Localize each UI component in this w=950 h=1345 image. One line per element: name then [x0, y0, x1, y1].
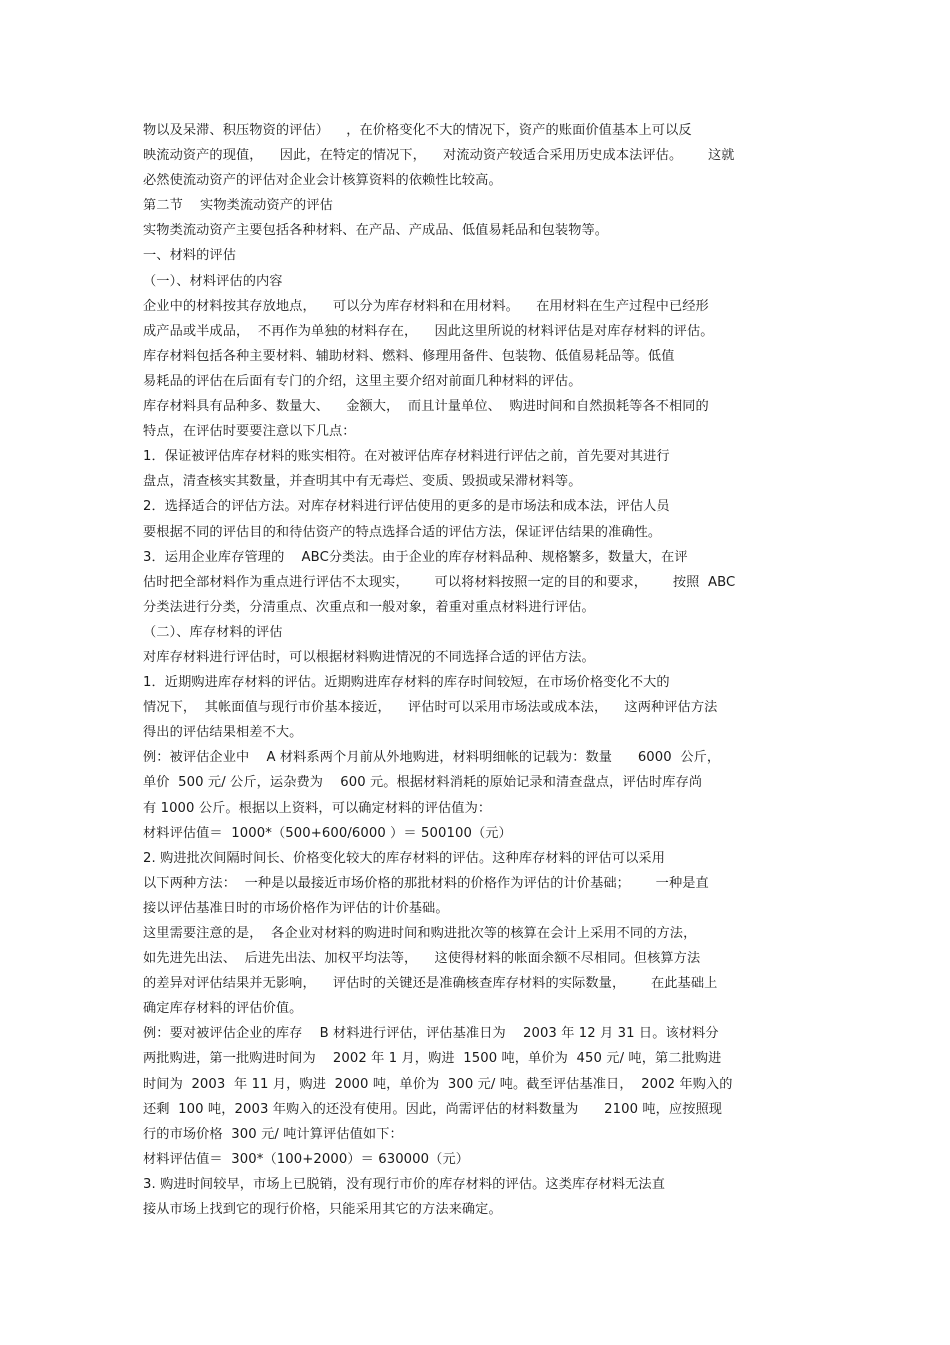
text-line: 得出的评估结果相差不大。	[143, 725, 303, 741]
text-line: 必然使流动资产的评估对企业会计核算资料的依赖性比较高。	[143, 173, 502, 189]
text-line: 对库存材料进行评估时，可以根据材料购进情况的不同选择合适的评估方法。	[143, 649, 595, 665]
text-line: 有 1000 公斤。根据以上资料，可以确定材料的评估值为：	[143, 800, 492, 816]
text-line: 特点，在评估时要要注意以下几点：	[143, 424, 356, 440]
text-line: 接从市场上找到它的现行价格，只能采用其它的方法来确定。	[143, 1202, 502, 1218]
text-line: 映流动资产的现值， 因此，在特定的情况下， 对流动资产较适合采用历史成本法评估。 这就	[143, 148, 735, 164]
text-line: 3．运用企业库存管理的 ABC分类法。由于企业的库存材料品种、规格繁多，数量大，在评	[143, 549, 688, 565]
text-line: 2．选择适合的评估方法。对库存材料进行评估使用的更多的是市场法和成本法，评估人员	[143, 499, 670, 515]
text-line: 时间为 2003 年 11 月，购进 2000 吨，单价为 300 元/ 吨。截至评估基准日， 2002 年购入的	[143, 1076, 733, 1092]
text-line: 易耗品的评估在后面有专门的介绍，这里主要介绍对前面几种材料的评估。	[143, 373, 582, 389]
text-line: 一、材料的评估	[143, 248, 237, 264]
text-line: 实物类流动资产主要包括各种材料、在产品、产成品、低值易耗品和包装物等。	[143, 223, 609, 239]
text-line: 情况下， 其帐面值与现行市价基本接近， 评估时可以采用市场法或成本法， 这两种评估方法	[143, 700, 718, 716]
text-line: 要根据不同的评估目的和待估资产的特点选择合适的评估方法，保证评估结果的准确性。	[143, 524, 662, 540]
text-line: 1．近期购进库存材料的评估。近期购进库存材料的库存时间较短，在市场价格变化不大的	[143, 675, 670, 691]
text-line: 企业中的材料按其存放地点， 可以分为库存材料和在用材料。 在用材料在生产过程中已经形	[143, 298, 709, 314]
text-line: 还剩 100 吨，2003 年购入的还没有使用。因此，尚需评估的材料数量为 2100 吨，应按照现	[143, 1101, 723, 1117]
text-line: 例：要对被评估企业的库存 B 材料进行评估，评估基准日为 2003 年 12 月 31 日。该材料分	[143, 1026, 719, 1042]
text-line: 材料评估值＝ 1000*（500+600/6000 ）＝ 500100（元）	[143, 825, 512, 841]
text-line: 1．保证被评估库存材料的账实相符。在对被评估库存材料进行评估之前，首先要对其进行	[143, 449, 670, 465]
text-line: 第二节 实物类流动资产的评估	[143, 198, 333, 214]
text-line: 例：被评估企业中 A 材料系两个月前从外地购进，材料明细帐的记载为：数量 6000 公斤，	[143, 750, 721, 766]
text-line: 材料评估值＝ 300*（100+2000）＝ 630000（元）	[143, 1151, 470, 1167]
text-line: （二）、库存材料的评估	[143, 624, 283, 640]
text-line: 分类法进行分类，分清重点、次重点和一般对象，着重对重点材料进行评估。	[143, 599, 595, 615]
text-line: 物以及呆滞、积压物资的评估） ，在价格变化不大的情况下，资产的账面价值基本上可以反	[143, 123, 692, 138]
text-line: 成产品或半成品， 不再作为单独的材料存在， 因此这里所说的材料评估是对库存材料的评估。	[143, 323, 714, 339]
text-line: 这里需要注意的是， 各企业对材料的购进时间和购进批次等的核算在会计上采用不同的方法，	[143, 926, 697, 941]
text-line: 确定库存材料的评估价值。	[143, 1001, 303, 1017]
text-line: 3. 购进时间较早，市场上已脱销，没有现行市价的库存材料的评估。这类库存材料无法直	[143, 1176, 665, 1192]
text-line: 两批购进，第一批购进时间为 2002 年 1 月，购进 1500 吨，单价为 450 元/ 吨，第二批购进	[143, 1051, 722, 1067]
text-line: 盘点，清查核实其数量，并查明其中有无毒烂、变质、毁损或呆滞材料等。	[143, 474, 582, 490]
text-line: 单价 500 元/ 公斤，运杂费为 600 元。根据材料消耗的原始记录和清查盘点，评估时库存尚	[143, 775, 703, 791]
text-line: （一）、材料评估的内容	[143, 273, 283, 289]
text-line: 如先进先出法、 后进先出法、加权平均法等， 这使得材料的帐面余额不尽相同。但核算方法	[143, 951, 701, 967]
text-line: 的差异对评估结果并无影响， 评估时的关键还是准确核查库存材料的实际数量， 在此基础上	[143, 976, 718, 992]
text-line: 库存材料包括各种主要材料、辅助材料、燃料、修理用备件、包装物、低值易耗品等。低值	[143, 348, 675, 364]
text-line: 库存材料具有品种多、数量大、 金额大， 而且计量单位、 购进时间和自然损耗等各不相同的	[143, 399, 709, 415]
text-line: 接以评估基准日时的市场价格作为评估的计价基础。	[143, 900, 449, 916]
text-line: 2. 购进批次间隔时间长、价格变化较大的库存材料的评估。这种库存材料的评估可以采用	[143, 850, 665, 866]
text-line: 以下两种方法： 一种是以最接近市场价格的那批材料的价格作为评估的计价基础； 一种是直	[143, 875, 709, 891]
text-line: 估时把全部材料作为重点进行评估不太现实， 可以将材料按照一定的目的和要求， 按照 ABC	[143, 574, 736, 590]
text-line: 行的市场价格 300 元/ 吨计算评估值如下：	[143, 1126, 403, 1142]
document-body	[143, 118, 808, 1222]
